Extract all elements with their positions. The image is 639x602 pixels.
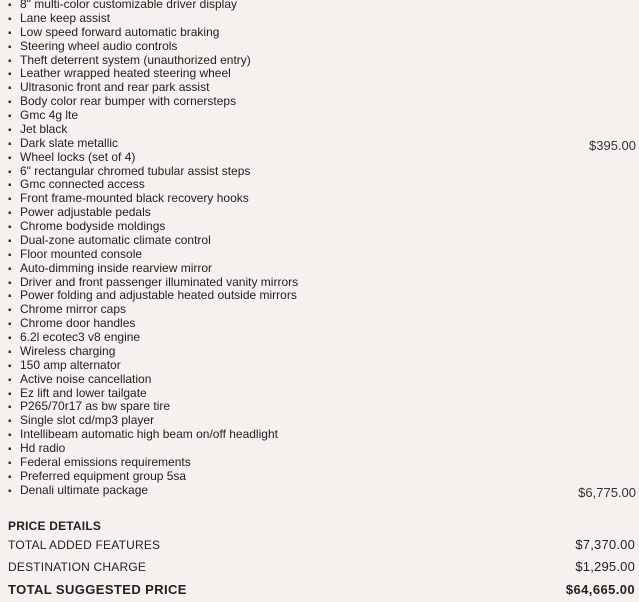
feature-item: [8, 345, 636, 359]
bullet-icon: ▪: [8, 444, 12, 455]
bullet-icon: ▪: [8, 360, 12, 372]
bullet-icon: ▪: [8, 346, 12, 358]
bullet-icon: ▪: [8, 235, 12, 247]
feature-label: Floor mounted console: [20, 246, 143, 261]
bullet-icon: ▪: [8, 457, 12, 469]
bullet-icon: ▪: [8, 430, 12, 442]
feature-label: Chrome mirror caps: [20, 302, 127, 317]
total-suggested-price-value: $64,665.00: [565, 582, 635, 597]
feature-label: Gmc connected access: [20, 177, 145, 192]
feature-item: [8, 248, 636, 262]
feature-item: [8, 234, 636, 248]
feature-item: [8, 81, 636, 95]
feature-label: Preferred equipment group 5sa: [20, 468, 187, 483]
feature-item: [8, 276, 636, 290]
feature-item: [8, 95, 636, 109]
bullet-icon: ▪: [8, 208, 12, 220]
bullet-icon: ▪: [8, 402, 12, 414]
bullet-icon: ▪: [8, 27, 12, 39]
feature-item: [8, 109, 636, 123]
bullet-icon: ▪: [8, 277, 12, 289]
bullet-icon: ▪: [8, 374, 12, 386]
bullet-icon: ▪: [8, 471, 12, 483]
feature-item: [8, 220, 636, 234]
feature-price: $395.00: [589, 137, 636, 153]
feature-label: Auto-dimming inside rearview mirror: [20, 260, 213, 275]
feature-label: Ez lift and lower tailgate: [20, 385, 147, 400]
feature-label: Dark slate metallic: [20, 135, 119, 150]
feature-label: Single slot cd/mp3 player: [20, 413, 155, 428]
feature-label: Power folding and adjustable heated outside mirrors: [20, 288, 297, 303]
feature-item: [8, 192, 636, 206]
feature-label: Wireless charging: [20, 343, 116, 358]
bullet-icon: ▪: [8, 416, 12, 428]
feature-item: [8, 484, 636, 498]
bullet-icon: ▪: [8, 388, 12, 400]
feature-item: [8, 456, 636, 470]
feature-item: [8, 165, 636, 179]
feature-label: Ultrasonic front and rear park assist: [20, 80, 210, 95]
bullet-icon: ▪: [8, 138, 12, 150]
bullet-icon: ▪: [8, 83, 12, 95]
feature-item: [8, 359, 636, 373]
feature-item: [8, 54, 636, 68]
feature-item: [8, 151, 636, 165]
total-suggested-price-label: TOTAL SUGGESTED PRICE: [8, 582, 187, 597]
feature-item: [8, 428, 636, 442]
feature-label: Low speed forward automatic braking: [20, 24, 220, 39]
feature-label: Driver and front passenger illuminated vanity mirrors: [20, 274, 299, 289]
feature-item: [8, 123, 636, 137]
feature-item: [8, 26, 636, 40]
feature-label: P265/70r17 as bw spare tire: [20, 399, 171, 414]
bullet-icon: ▪: [8, 13, 12, 25]
feature-item: [8, 262, 636, 276]
feature-label: Lane keep assist: [20, 10, 111, 25]
bullet-icon: ▪: [8, 111, 12, 122]
feature-label: Federal emissions requirements: [20, 454, 191, 469]
bullet-icon: ▪: [8, 194, 12, 206]
destination-charge-row: [8, 556, 635, 578]
bullet-icon: ▪: [8, 55, 12, 67]
price-details-section: [8, 518, 635, 602]
feature-label: Dual-zone automatic climate control: [20, 232, 211, 247]
total-added-features-row: [8, 534, 635, 556]
bullet-icon: ▪: [8, 263, 12, 275]
feature-label: Power adjustable pedals: [20, 205, 151, 220]
feature-label: Body color rear bumper with cornersteps: [20, 94, 237, 109]
feature-label: 6" rectangular chromed tubular assist steps: [20, 163, 251, 178]
feature-label: Active noise cancellation: [20, 371, 152, 386]
bullet-icon: ▪: [8, 305, 12, 317]
bullet-icon: ▪: [8, 152, 12, 164]
feature-label: Jet black: [20, 121, 68, 136]
feature-item: [8, 317, 636, 331]
bullet-icon: ▪: [8, 124, 12, 136]
feature-item: [8, 414, 636, 428]
feature-label: Wheel locks (set of 4): [20, 149, 136, 164]
feature-label: Chrome door handles: [20, 316, 136, 331]
feature-item: [8, 387, 636, 401]
feature-item: [8, 470, 636, 484]
feature-item: [8, 178, 636, 192]
feature-item: [8, 373, 636, 387]
feature-item: [8, 303, 636, 317]
feature-label: Intellibeam automatic high beam on/off headlight: [20, 427, 278, 442]
feature-list: [8, 0, 636, 498]
bullet-icon: ▪: [8, 485, 12, 497]
feature-item: [8, 289, 636, 303]
bullet-icon: ▪: [8, 69, 12, 81]
bullet-icon: ▪: [8, 97, 12, 109]
bullet-icon: ▪: [8, 41, 12, 53]
price-details-heading: PRICE DETAILS: [8, 519, 102, 533]
feature-label: Leather wrapped heated steering wheel: [20, 66, 231, 81]
bullet-icon: ▪: [8, 0, 12, 11]
feature-label: Theft deterrent system (unauthorized entry): [20, 52, 251, 67]
total-suggested-price-row: [8, 578, 635, 602]
feature-label: 8" multi-color customizable driver display: [20, 0, 238, 11]
feature-label: Steering wheel audio controls: [20, 38, 178, 53]
feature-item: [8, 137, 636, 151]
total-added-features-value: $7,370.00: [575, 537, 635, 552]
feature-label: Gmc 4g lte: [20, 108, 79, 122]
bullet-icon: ▪: [8, 319, 12, 331]
bullet-icon: ▪: [8, 166, 12, 178]
feature-item: [8, 40, 636, 54]
feature-label: 6.2l ecotec3 v8 engine: [20, 330, 141, 344]
feature-label: Denali ultimate package: [20, 482, 149, 497]
feature-item: [8, 400, 636, 414]
bullet-icon: ▪: [8, 180, 12, 192]
feature-item: [8, 331, 636, 345]
total-added-features-label: TOTAL ADDED FEATURES: [8, 538, 161, 552]
bullet-icon: ▪: [8, 291, 12, 303]
feature-label: Hd radio: [20, 441, 66, 455]
feature-item: [8, 206, 636, 220]
feature-label: Chrome bodyside moldings: [20, 219, 166, 233]
feature-item: [8, 442, 636, 456]
feature-item: [8, 67, 636, 81]
feature-label: Front frame-mounted black recovery hooks: [20, 191, 249, 206]
feature-label: 150 amp alternator: [20, 357, 121, 372]
bullet-icon: ▪: [8, 333, 12, 344]
destination-charge-value: $1,295.00: [575, 559, 635, 574]
bullet-icon: ▪: [8, 222, 12, 233]
destination-charge-label: DESTINATION CHARGE: [8, 560, 147, 574]
feature-price: $6,775.00: [578, 484, 636, 500]
feature-item: [8, 12, 636, 26]
bullet-icon: ▪: [8, 249, 12, 261]
